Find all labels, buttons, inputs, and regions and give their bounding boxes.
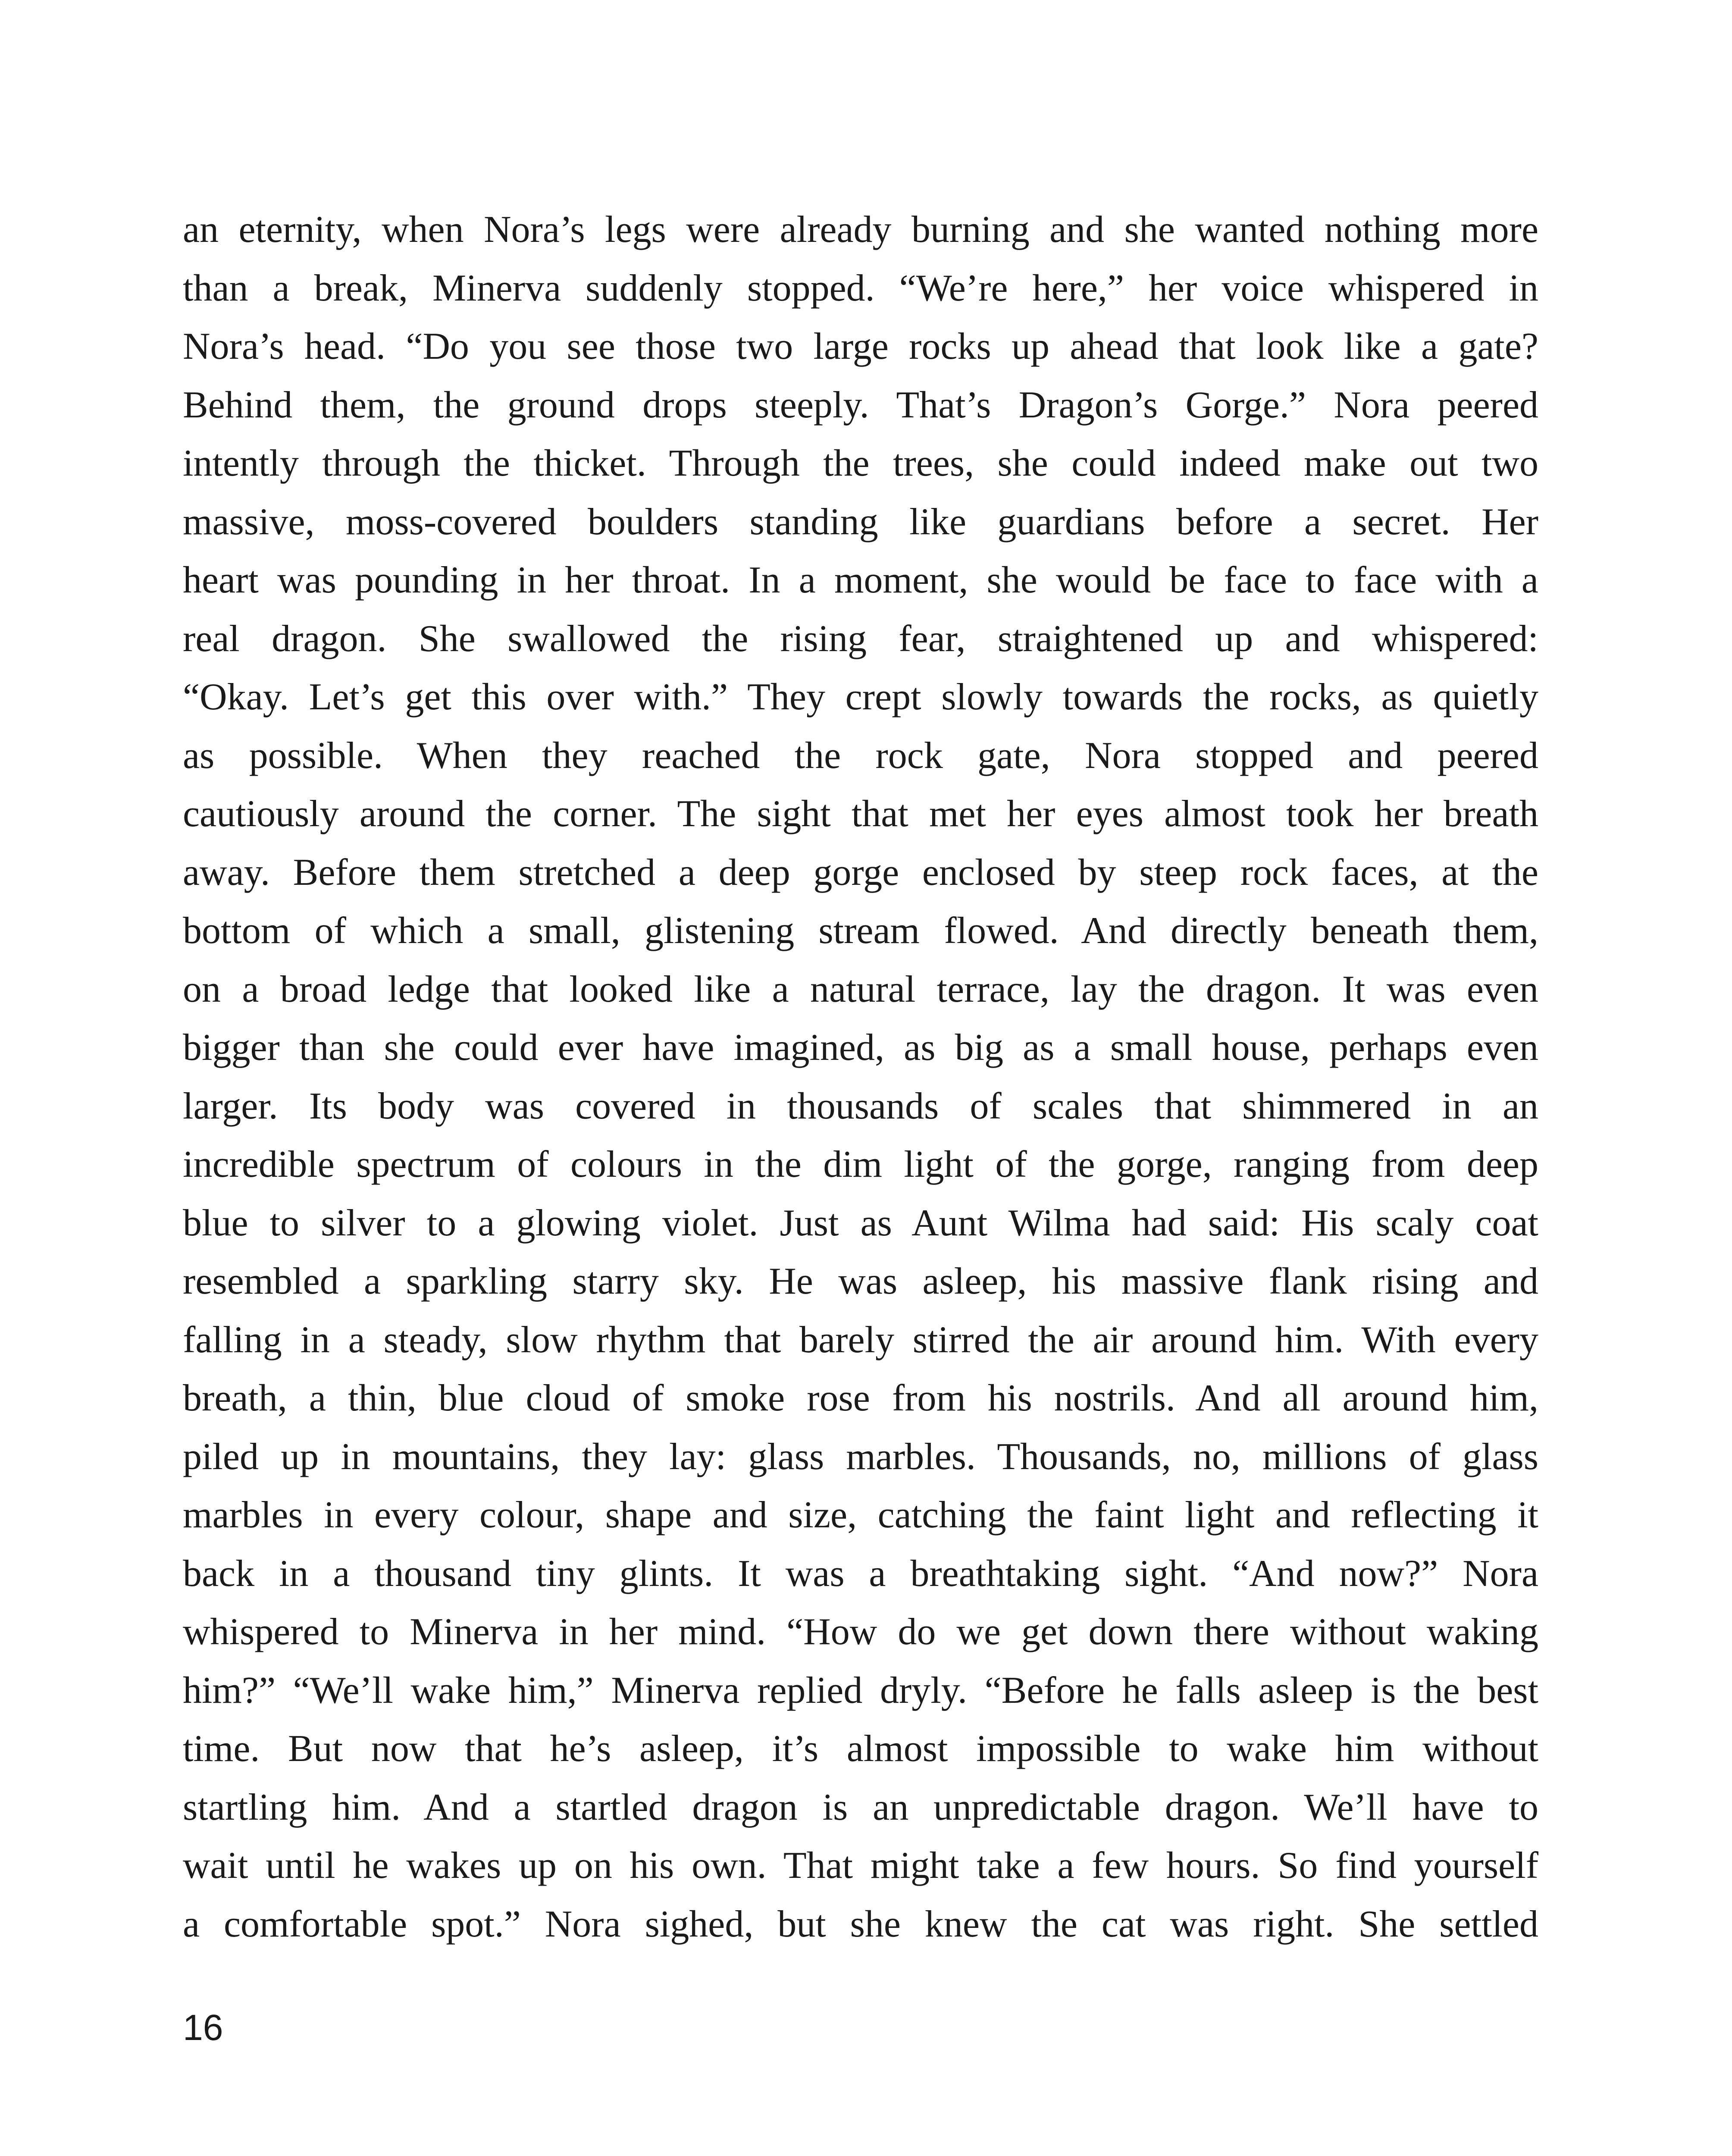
text-line-12: away. Before them stretched a deep gorge enclosed by steep rock faces, at the — [183, 851, 1538, 893]
text-line-1: an eternity, when Nora’s legs were already burning and she wanted nothing more — [183, 209, 1538, 251]
text-line-3: Nora’s head. “Do you see those two large rocks up ahead that look like a gate? — [183, 326, 1538, 367]
text-line-5: intently through the thicket. Through the trees, she could indeed make out two — [183, 442, 1538, 484]
text-line-17: incredible spectrum of colours in the dim light of the gorge, ranging from deep — [183, 1144, 1538, 1185]
text-line-23: marbles in every colour, shape and size, catching the faint light and reflecting it — [183, 1494, 1538, 1536]
text-line-14: on a broad ledge that looked like a natural terrace, lay the dragon. It was even — [183, 968, 1538, 1010]
text-line-7: heart was pounding in her throat. In a moment, she would be face to face with a — [183, 559, 1538, 601]
text-line-10: as possible. When they reached the rock gate, Nora stopped and peered — [183, 734, 1538, 777]
text-line-16: larger. Its body was covered in thousands of scales that shimmered in an — [183, 1085, 1538, 1127]
text-line-24: back in a thousand tiny glints. It was a breathtaking sight. “And now?” Nora — [183, 1552, 1538, 1595]
text-line-20: falling in a steady, slow rhythm that barely stirred the air around him. With every — [183, 1319, 1538, 1361]
text-line-13: bottom of which a small, glistening stream flowed. And directly beneath them, — [183, 910, 1538, 952]
page-number: 16 — [183, 2007, 223, 2048]
text-line-9: “Okay. Let’s get this over with.” They crept slowly towards the rocks, as quietly — [183, 676, 1538, 718]
text-line-2: than a break, Minerva suddenly stopped. “We’re here,” her voice whispered in — [183, 267, 1538, 309]
text-line-29: wait until he wakes up on his own. That might take a few hours. So find yourself — [183, 1845, 1538, 1887]
text-line-25: whispered to Minerva in her mind. “How do we get down there without waking — [183, 1611, 1538, 1653]
text-line-11: cautiously around the corner. The sight that met her eyes almost took her breath — [183, 793, 1538, 835]
text-line-21: breath, a thin, blue cloud of smoke rose from his nostrils. And all around him, — [183, 1377, 1538, 1419]
text-line-15: bigger than she could ever have imagined, as big as a small house, perhaps even — [183, 1027, 1538, 1069]
text-line-18: blue to silver to a glowing violet. Just as Aunt Wilma had said: His scaly coat — [183, 1202, 1538, 1244]
text-line-8: real dragon. She swallowed the rising fear, straightened up and whispered: — [183, 617, 1538, 660]
text-line-28: startling him. And a startled dragon is an unpredictable dragon. We’ll have to — [183, 1786, 1538, 1828]
text-line-22: piled up in mountains, they lay: glass marbles. Thousands, no, millions of glass — [183, 1435, 1538, 1478]
body-text — [183, 201, 1538, 1953]
text-line-30: a comfortable spot.” Nora sighed, but she knew the cat was right. She settled — [183, 1903, 1538, 1945]
text-line-27: time. But now that he’s asleep, it’s almost impossible to wake him without — [183, 1728, 1538, 1770]
text-line-4: Behind them, the ground drops steeply. That’s Dragon’s Gorge.” Nora peered — [183, 384, 1538, 426]
text-line-26: him?” “We’ll wake him,” Minerva replied dryly. “Before he falls asleep is the best — [183, 1669, 1538, 1711]
text-line-19: resembled a sparkling starry sky. He was asleep, his massive flank rising and — [183, 1260, 1538, 1302]
text-line-6: massive, moss-covered boulders standing like guardians before a secret. Her — [183, 501, 1538, 543]
